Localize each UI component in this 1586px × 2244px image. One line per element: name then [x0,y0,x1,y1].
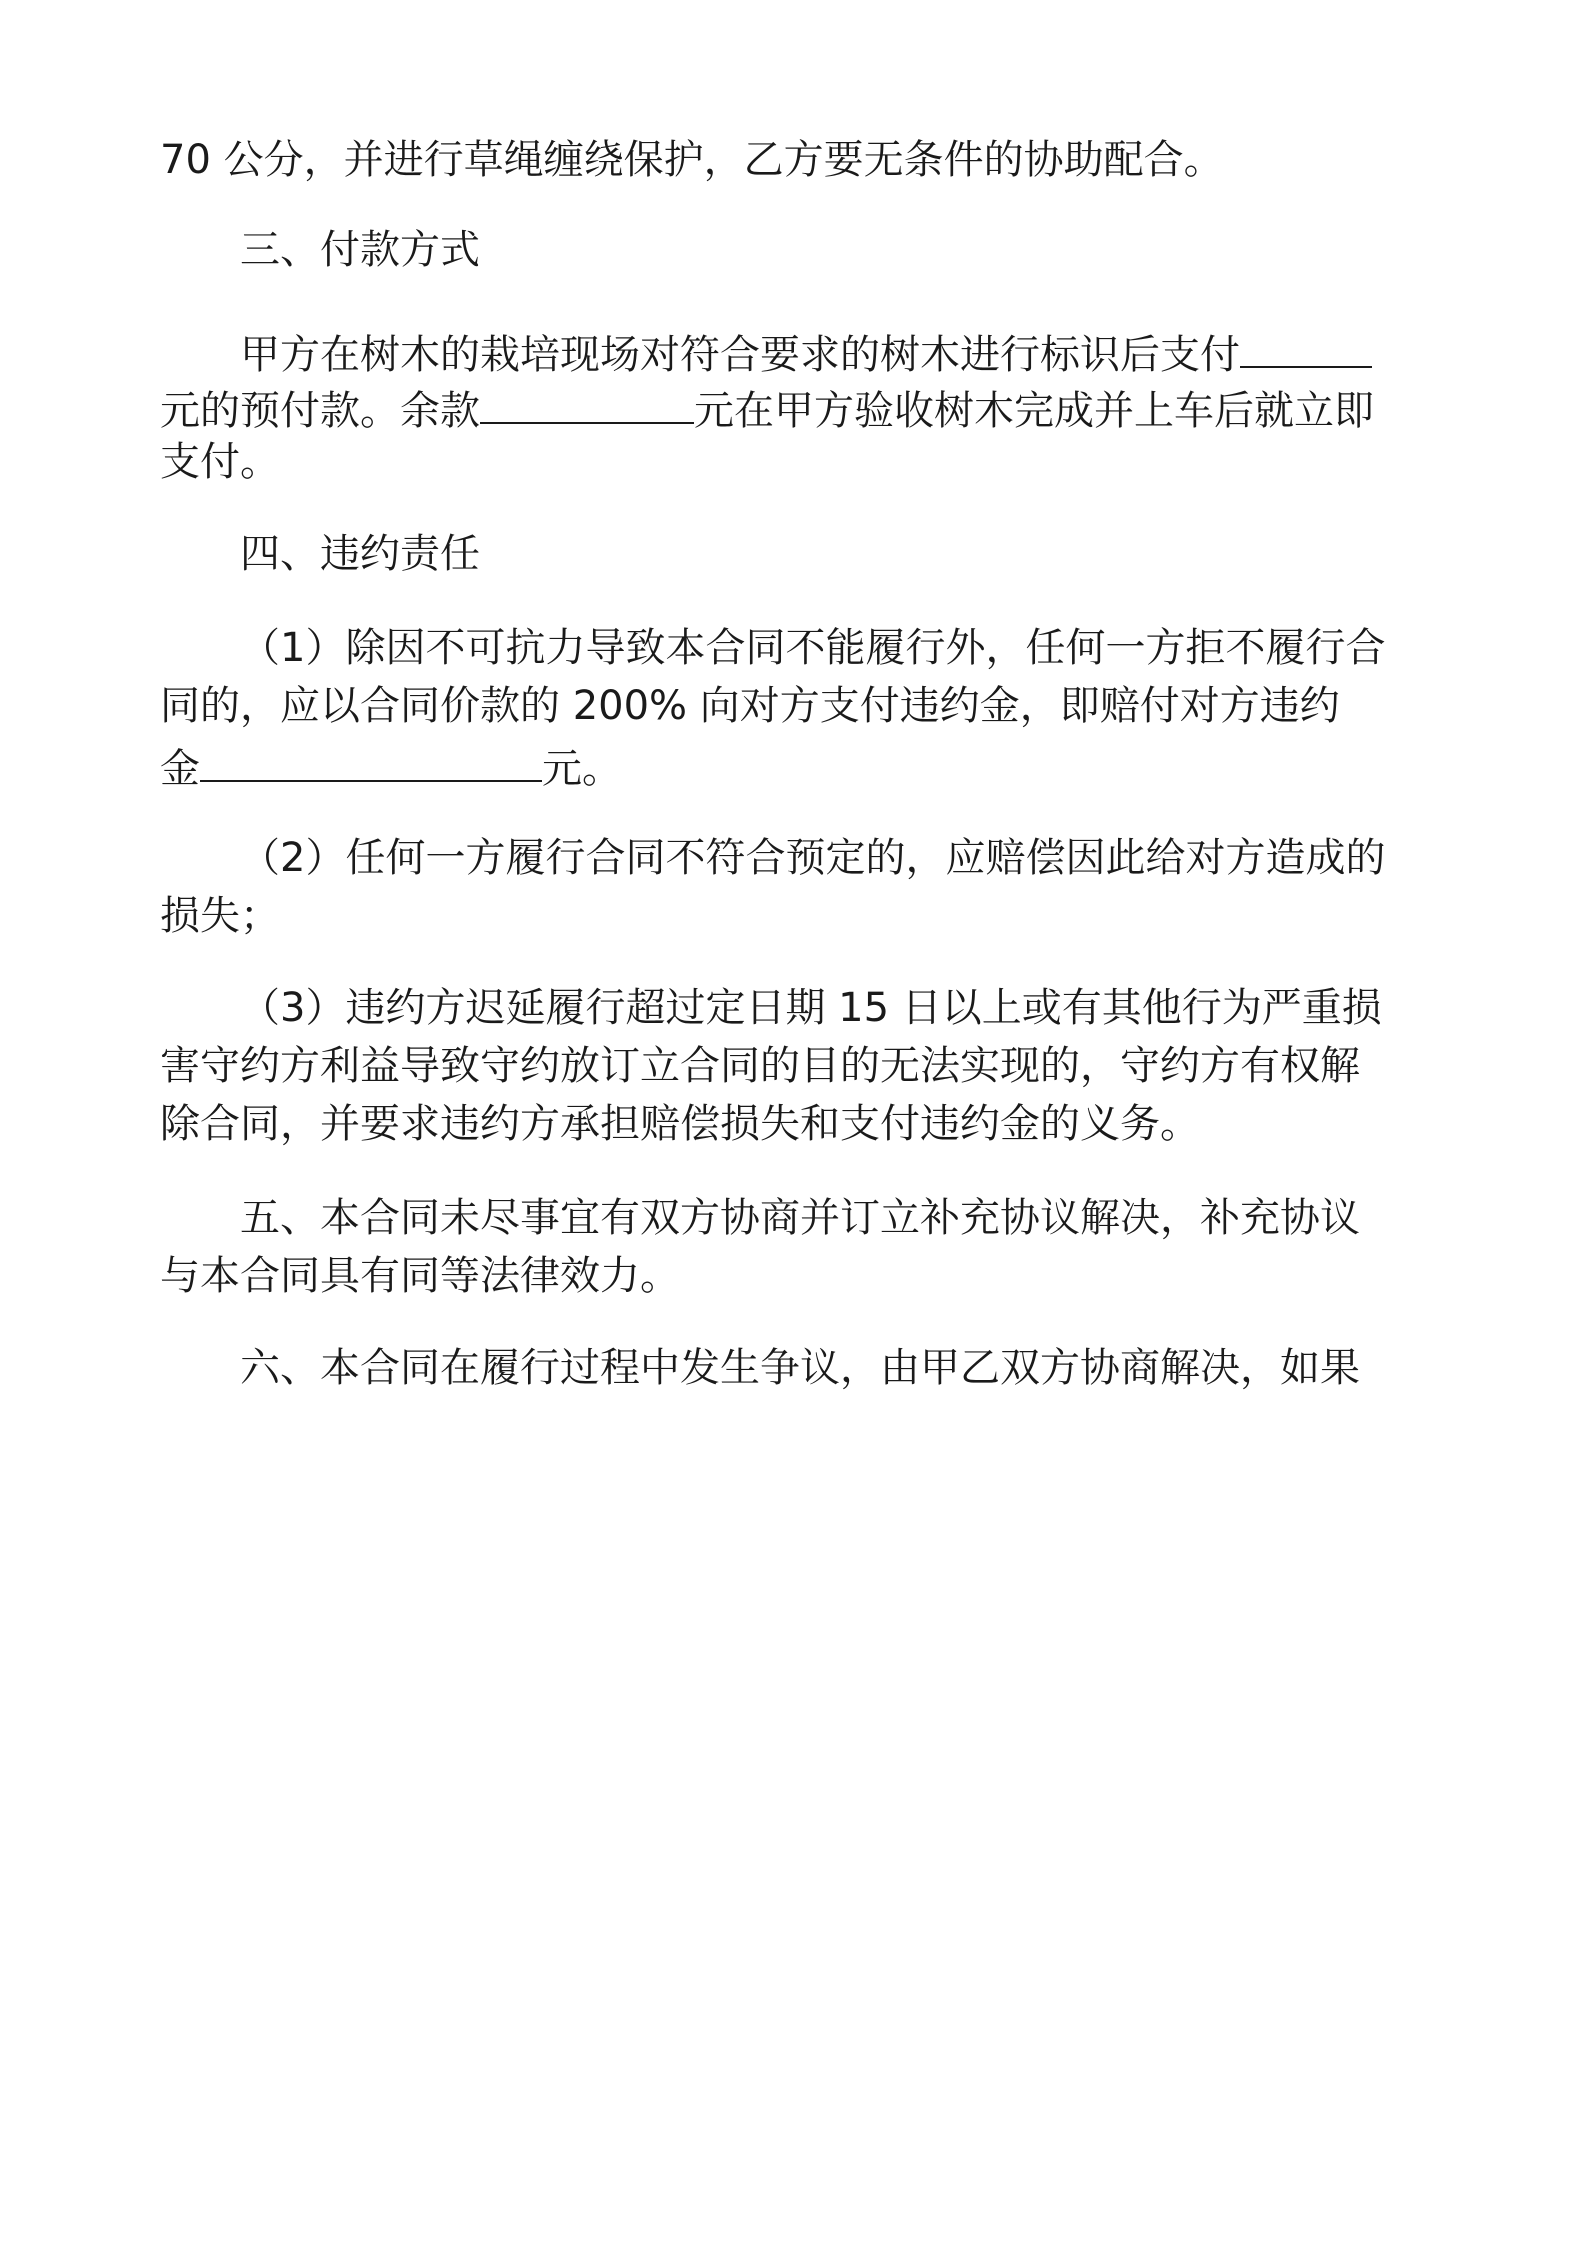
text-span: 金 [160,746,200,792]
text-span: （2）任何一方履行合同不符合预定的，应赔偿因此给对方造成的 [240,835,1386,881]
paragraph-line [160,1096,1440,1152]
paragraph-line [240,1340,1440,1396]
text-span: 损失； [160,893,280,939]
text-span: 与本合同具有同等法律效力。 [160,1253,680,1299]
text-span: 支付。 [160,439,280,485]
heading-text: 四、违约责任 [240,531,480,577]
paragraph-line [160,378,1440,434]
text-span: 除合同，并要求违约方承担赔偿损失和支付违约金的义务。 [160,1101,1200,1147]
paragraph-line [160,888,1440,944]
text-span: 元在甲方验收树木完成并上车后就立即 [694,388,1374,434]
text-span: 70 公分，并进行草绳缠绕保护，乙方要无条件的协助配合。 [160,137,1224,183]
fill-in-blank[interactable] [480,378,694,424]
text-span: （1）除因不可抗力导致本合同不能履行外，任何一方拒不履行合 [240,625,1386,671]
paragraph-line [240,1190,1440,1246]
heading-text: 三、付款方式 [240,227,480,273]
paragraph-line [240,980,1440,1036]
fill-in-blank[interactable] [200,736,542,782]
paragraph-line [160,736,1440,792]
section-heading-payment [240,222,1440,278]
text-span: 五、本合同未尽事宜有双方协商并订立补充协议解决，补充协议 [240,1195,1360,1241]
text-span: 害守约方利益导致守约放订立合同的目的无法实现的，守约方有权解 [160,1043,1360,1089]
contract-page [160,0,1440,2244]
fill-in-blank[interactable] [1240,322,1372,368]
paragraph-line [240,830,1440,886]
paragraph-line [160,1038,1440,1094]
paragraph-line [160,1248,1440,1304]
text-span: 元。 [542,746,622,792]
paragraph-line [160,132,1440,188]
paragraph-line [240,322,1440,378]
text-span: 六、本合同在履行过程中发生争议，由甲乙双方协商解决，如果 [240,1345,1360,1391]
paragraph-line [160,678,1440,734]
section-heading-liability [240,526,1440,582]
text-span: 元的预付款。余款 [160,388,480,434]
paragraph-line [240,620,1440,676]
text-span: （3）违约方迟延履行超过定日期 15 日以上或有其他行为严重损 [240,985,1382,1031]
text-span: 甲方在树木的栽培现场对符合要求的树木进行标识后支付 [240,332,1240,378]
paragraph-line [160,434,1440,490]
text-span: 同的，应以合同价款的 200% 向对方支付违约金，即赔付对方违约 [160,683,1340,729]
